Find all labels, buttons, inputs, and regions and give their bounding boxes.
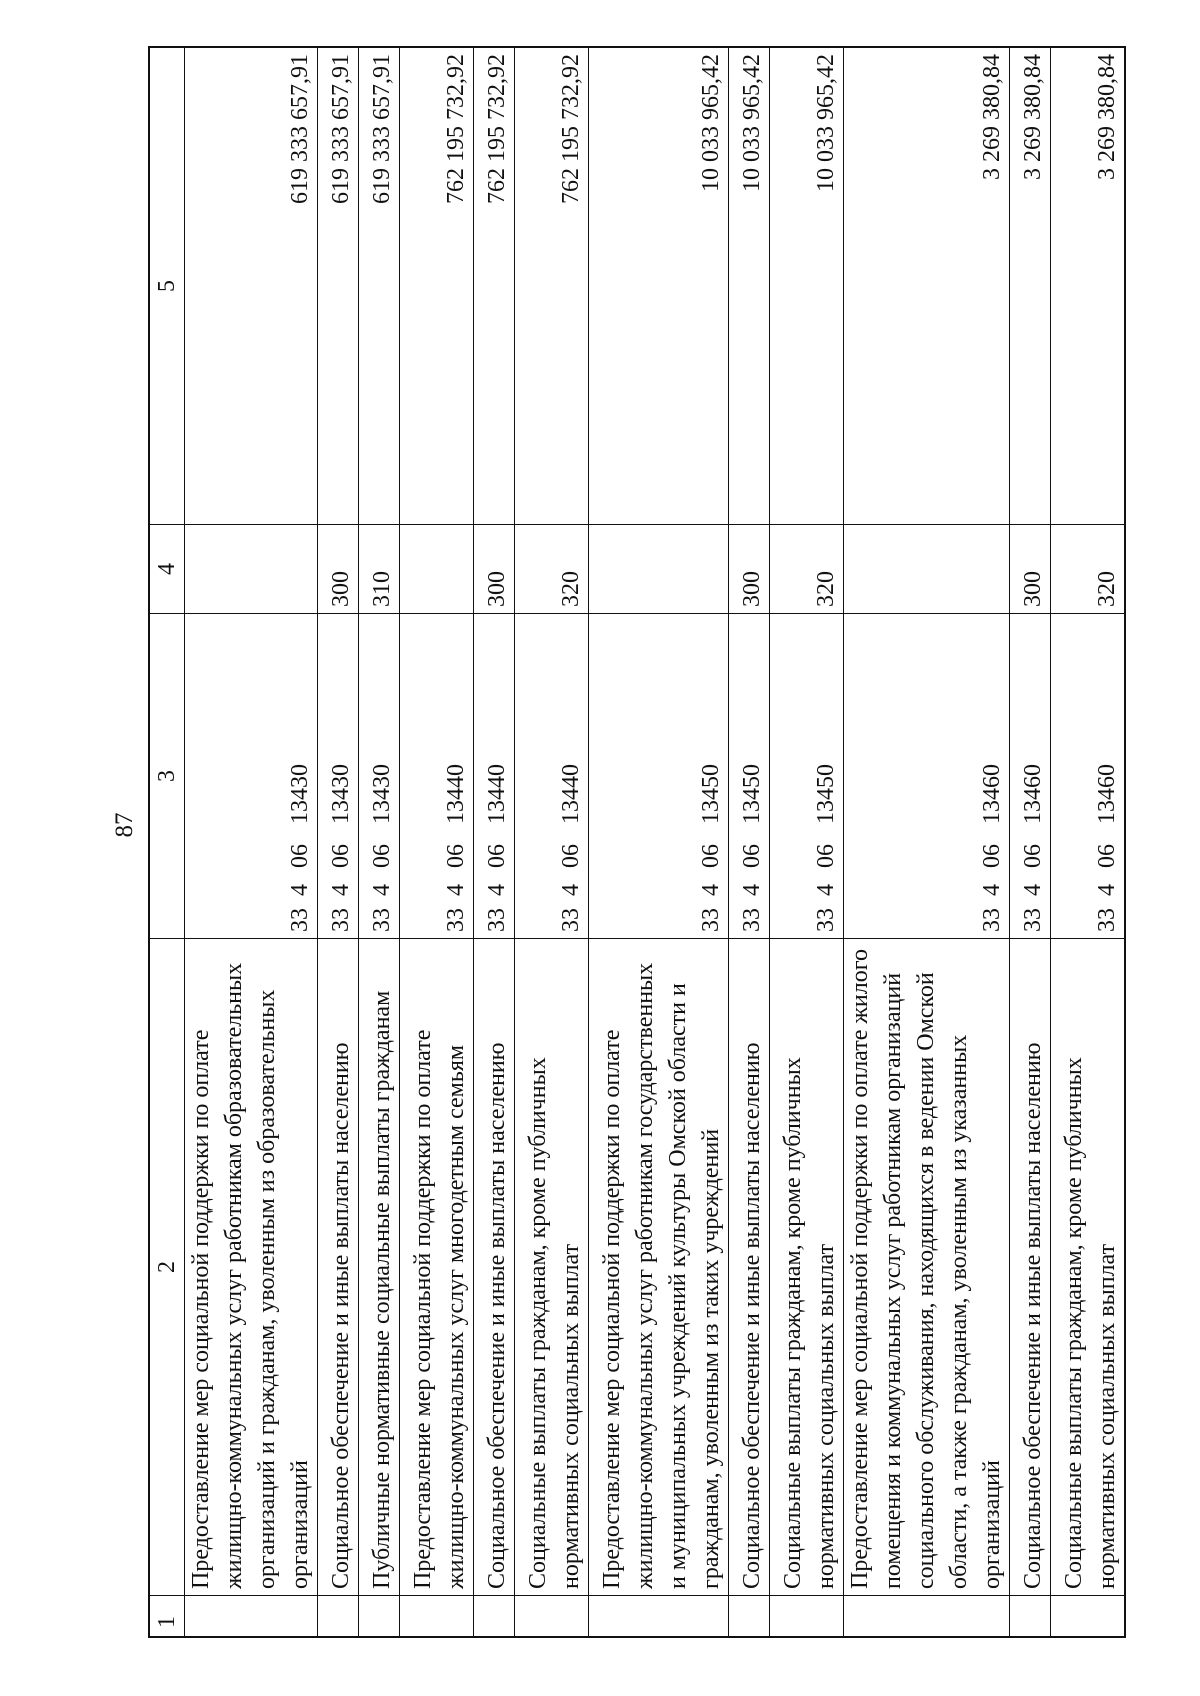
column-header-2: 2 — [149, 939, 185, 1596]
code-cell — [515, 614, 589, 939]
code-section: 06 — [287, 844, 313, 868]
column-header-1: 1 — [149, 1596, 185, 1638]
code-cell — [1010, 614, 1051, 939]
code-program: 33 — [979, 908, 1005, 932]
row-number-cell — [474, 1596, 515, 1638]
code-program: 33 — [484, 908, 510, 932]
code-cell — [185, 614, 318, 939]
table-row — [400, 47, 474, 1637]
expense-type-cell — [185, 525, 318, 614]
description-cell: Публичные нормативные социальные выплаты гражданам — [359, 939, 400, 1596]
code-program: 33 — [813, 908, 839, 932]
code-program: 33 — [1093, 908, 1120, 932]
row-number-cell — [1051, 1596, 1125, 1638]
code-subprogram: 4 — [558, 884, 584, 896]
code-subprogram: 4 — [287, 884, 313, 896]
code-section: 06 — [328, 844, 354, 868]
code-direction: 13440 — [443, 764, 469, 824]
code-cell — [844, 614, 1010, 939]
expense-type-cell — [844, 525, 1010, 614]
code-direction: 13430 — [328, 764, 354, 824]
code-direction: 13440 — [484, 764, 510, 824]
amount-cell: 10 033 965,42 — [589, 47, 729, 525]
expense-type-cell: 310 — [359, 525, 400, 614]
header-row — [149, 47, 185, 1637]
table-row — [1010, 47, 1051, 1637]
table-row — [515, 47, 589, 1637]
code-section: 06 — [1020, 844, 1046, 868]
amount-cell: 10 033 965,42 — [770, 47, 844, 525]
code-subprogram: 4 — [443, 884, 469, 896]
amount-cell: 10 033 965,42 — [729, 47, 770, 525]
amount-cell: 3 269 380,84 — [1010, 47, 1051, 525]
code-subprogram: 4 — [1020, 884, 1046, 896]
code-direction: 13450 — [813, 764, 839, 824]
row-number-cell — [515, 1596, 589, 1638]
expense-type-cell: 300 — [1010, 525, 1051, 614]
description-cell: Социальное обеспечение и иные выплаты населению — [474, 939, 515, 1596]
description-cell: Предоставление мер социальной поддержки по оплате жилищно-коммунальных услуг работникам образовательных организаций и гражданам, уволенным из образовательных организаций — [185, 939, 318, 1596]
code-cell — [589, 614, 729, 939]
description-cell: Социальные выплаты гражданам, кроме публичных нормативных социальных выплат — [770, 939, 844, 1596]
code-direction: 13430 — [287, 764, 313, 824]
code-program: 33 — [369, 908, 395, 932]
code-cell — [359, 614, 400, 939]
code-cell — [400, 614, 474, 939]
code-section: 06 — [739, 844, 765, 868]
code-section: 06 — [558, 844, 584, 868]
code-section: 06 — [979, 844, 1005, 868]
code-program: 33 — [739, 908, 765, 932]
column-header-3: 3 — [149, 614, 185, 939]
code-cell — [318, 614, 359, 939]
code-section: 06 — [813, 844, 839, 868]
code-subprogram: 4 — [813, 884, 839, 896]
row-number-cell — [1010, 1596, 1051, 1638]
table-row — [318, 47, 359, 1637]
code-direction: 13440 — [558, 764, 584, 824]
amount-cell: 3 269 380,84 — [1051, 47, 1125, 525]
row-number-cell — [844, 1596, 1010, 1638]
code-subprogram: 4 — [739, 884, 765, 896]
expense-type-cell: 320 — [1051, 525, 1125, 614]
description-cell: Социальное обеспечение и иные выплаты населению — [318, 939, 359, 1596]
document-frame — [148, 54, 1120, 1638]
table-row — [474, 47, 515, 1637]
amount-cell: 3 269 380,84 — [844, 47, 1010, 525]
description-cell: Предоставление мер социальной поддержки по оплате жилищно-коммунальных услуг многодетным семьям — [400, 939, 474, 1596]
expense-type-cell — [400, 525, 474, 614]
description-cell: Социальные выплаты гражданам, кроме публичных нормативных социальных выплат — [515, 939, 589, 1596]
amount-cell: 762 195 732,92 — [515, 47, 589, 525]
description-cell: Социальные выплаты гражданам, кроме публичных нормативных социальных выплат — [1051, 939, 1125, 1596]
row-number-cell — [400, 1596, 474, 1638]
amount-cell: 619 333 657,91 — [359, 47, 400, 525]
amount-cell: 619 333 657,91 — [185, 47, 318, 525]
code-section: 06 — [484, 844, 510, 868]
code-section: 06 — [443, 844, 469, 868]
expense-type-cell: 320 — [515, 525, 589, 614]
amount-cell: 619 333 657,91 — [318, 47, 359, 525]
expense-type-cell: 320 — [770, 525, 844, 614]
code-direction: 13460 — [1020, 764, 1046, 824]
code-subprogram: 4 — [979, 884, 1005, 896]
code-subprogram: 4 — [698, 884, 724, 896]
code-program: 33 — [558, 908, 584, 932]
page-number: 87 — [111, 812, 138, 838]
code-program: 33 — [1020, 908, 1046, 932]
code-subprogram: 4 — [369, 884, 395, 896]
code-cell — [729, 614, 770, 939]
table-row — [770, 47, 844, 1637]
code-cell — [474, 614, 515, 939]
row-number-cell — [359, 1596, 400, 1638]
code-cell — [1051, 614, 1125, 939]
code-program: 33 — [698, 908, 724, 932]
code-section: 06 — [369, 844, 395, 868]
code-subprogram: 4 — [328, 884, 354, 896]
code-direction: 13460 — [1093, 764, 1120, 824]
expense-type-cell: 300 — [318, 525, 359, 614]
code-program: 33 — [328, 908, 354, 932]
code-program: 33 — [287, 908, 313, 932]
code-direction: 13450 — [739, 764, 765, 824]
column-header-4: 4 — [149, 525, 185, 614]
description-cell: Предоставление мер социальной поддержки по оплате жилого помещения и коммунальных услуг работникам организаций социального обслуживания, находящихся в ведении Омской области, а также гражданам, уволенным из указанных организаций — [844, 939, 1010, 1596]
code-program: 33 — [443, 908, 469, 932]
row-number-cell — [770, 1596, 844, 1638]
column-header-5: 5 — [149, 47, 185, 525]
description-cell: Предоставление мер социальной поддержки по оплате жилищно-коммунальных услуг работникам государственных и муниципальных учреждений культуры Омской области и гражданам, уволенным из таких учреждений — [589, 939, 729, 1596]
code-section: 06 — [698, 844, 724, 868]
code-section: 06 — [1093, 844, 1120, 868]
table-row — [589, 47, 729, 1637]
amount-cell: 762 195 732,92 — [474, 47, 515, 525]
table-row — [359, 47, 400, 1637]
code-subprogram: 4 — [1093, 884, 1120, 896]
row-number-cell — [185, 1596, 318, 1638]
expense-type-cell — [589, 525, 729, 614]
table-row — [729, 47, 770, 1637]
code-direction: 13430 — [369, 764, 395, 824]
code-cell — [770, 614, 844, 939]
code-direction: 13460 — [979, 764, 1005, 824]
code-subprogram: 4 — [484, 884, 510, 896]
amount-cell: 762 195 732,92 — [400, 47, 474, 525]
row-number-cell — [589, 1596, 729, 1638]
table-row — [844, 47, 1010, 1637]
description-cell: Социальное обеспечение и иные выплаты населению — [729, 939, 770, 1596]
row-number-cell — [318, 1596, 359, 1638]
budget-table — [148, 46, 1126, 1638]
row-number-cell — [729, 1596, 770, 1638]
table-row — [185, 47, 318, 1637]
table-row — [1051, 47, 1125, 1637]
expense-type-cell: 300 — [729, 525, 770, 614]
code-direction: 13450 — [698, 764, 724, 824]
description-cell: Социальное обеспечение и иные выплаты населению — [1010, 939, 1051, 1596]
expense-type-cell: 300 — [474, 525, 515, 614]
